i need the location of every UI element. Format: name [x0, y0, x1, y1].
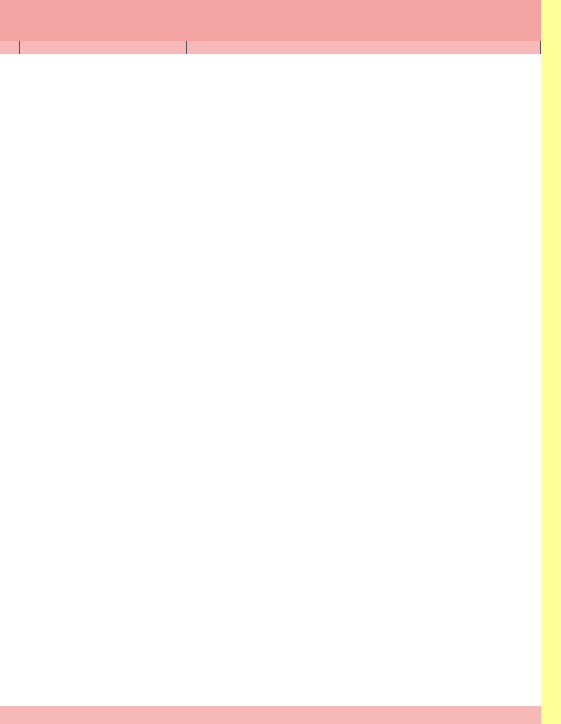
header-role: [0, 41, 20, 54]
side-strip: [541, 0, 561, 724]
header-authority: [20, 41, 187, 54]
page-title: [0, 0, 541, 41]
header-duty: [187, 41, 541, 54]
bottom-band: [0, 706, 541, 724]
table-header: [0, 41, 541, 54]
